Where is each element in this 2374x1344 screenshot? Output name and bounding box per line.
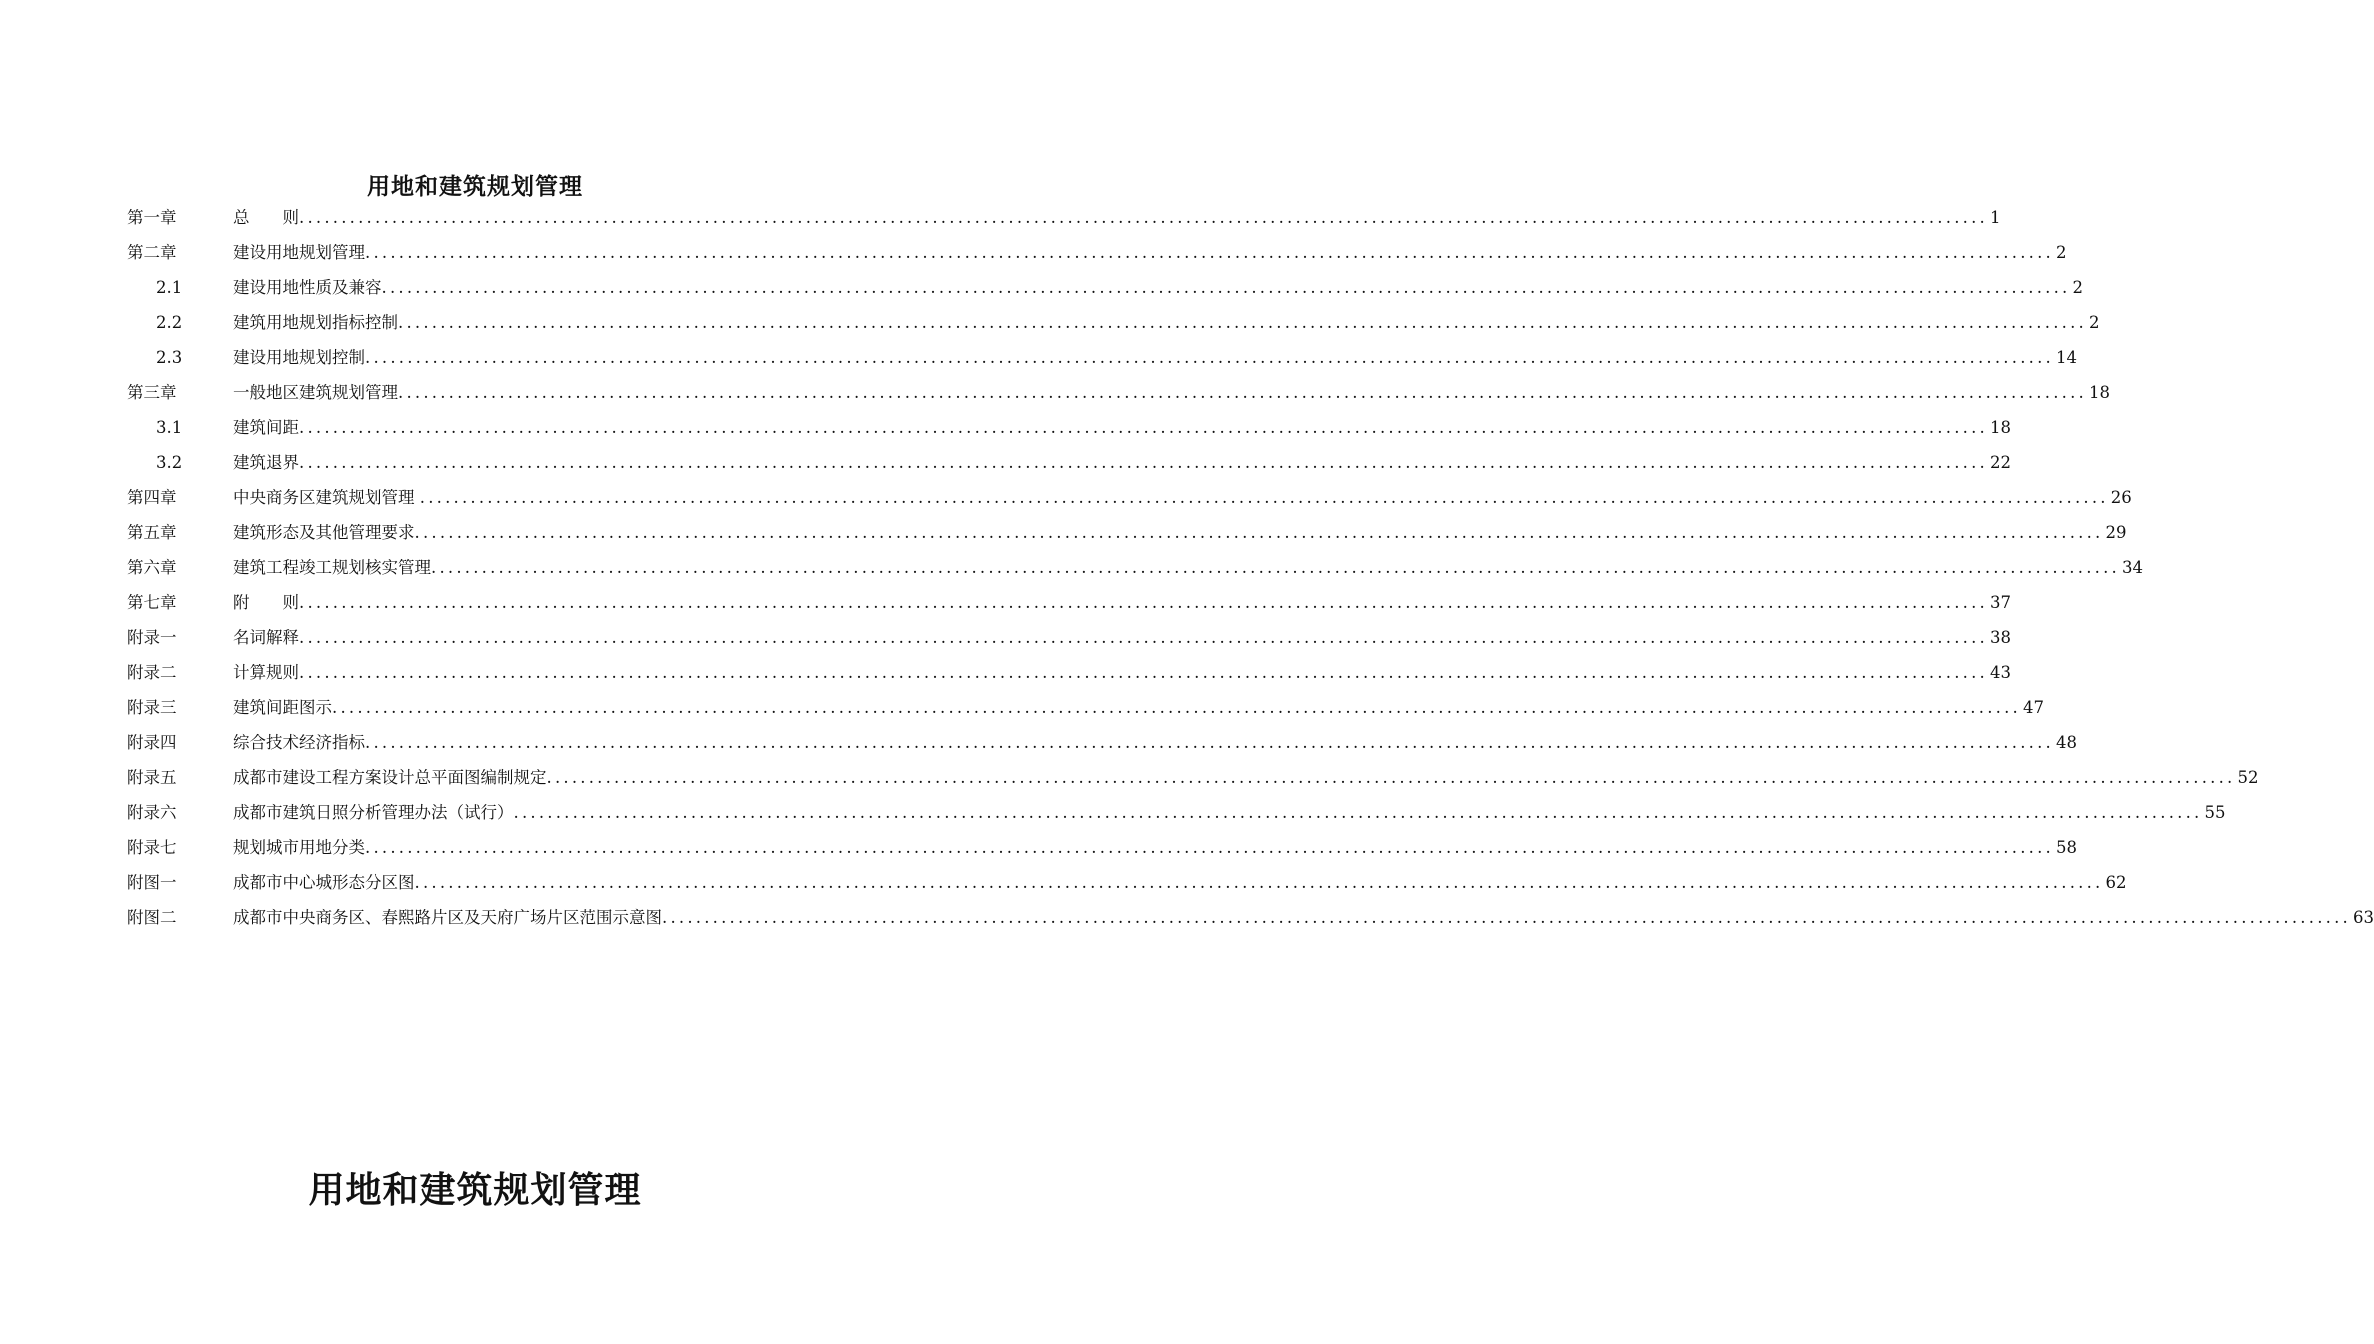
toc-entry-line [233, 865, 2127, 900]
toc-entry-label: 附图二 [127, 908, 177, 927]
toc-entry-label: 3.2 [156, 453, 183, 472]
toc-entry[interactable] [0, 585, 2011, 620]
toc-entry-label: 附录七 [127, 838, 177, 857]
toc-entry-line [233, 725, 2077, 760]
toc-dot-leader: ........................................................................................................................................................................................................ [414, 523, 2104, 542]
toc-entry-label: 附录二 [127, 663, 177, 682]
toc-entry-page: 62 [2105, 873, 2127, 892]
toc-entry-page: 14 [2055, 348, 2077, 367]
toc-entry[interactable] [0, 410, 2011, 445]
toc-entry-title: 成都市中心城形态分区图 [233, 873, 415, 892]
toc-entry-line [233, 340, 2077, 375]
toc-dot-leader: ........................................................................................................................................................................................................ [299, 418, 1988, 437]
toc-entry-title: 建筑形态及其他管理要求 [233, 523, 415, 542]
toc-dot-leader: ........................................................................................................................................................................................................ [513, 803, 2203, 822]
toc-entry-title: 计算规则 [233, 663, 299, 682]
toc-entry-page: 55 [2204, 803, 2226, 822]
toc-entry-page: 52 [2237, 768, 2259, 787]
toc-entry-line [233, 760, 2259, 795]
toc-entry-label: 第三章 [127, 383, 177, 402]
toc-entry-page: 2 [2088, 313, 2100, 332]
toc-entry-line [233, 690, 2044, 725]
toc-entry[interactable] [0, 270, 2083, 305]
toc-entry-title: 成都市建设工程方案设计总平面图编制规定 [233, 768, 547, 787]
toc-entry-line [233, 830, 2077, 865]
toc-dot-leader: ........................................................................................................................................................................................................ [299, 628, 1988, 647]
toc-entry-title: 总 则 [233, 208, 299, 227]
toc-entry-page: 38 [1989, 628, 2011, 647]
toc-dot-leader: ........................................................................................................................................................................................................ [398, 383, 2087, 402]
toc-entry-label: 第七章 [127, 593, 177, 612]
toc-entry[interactable] [0, 200, 2001, 235]
toc-entry-page: 63 [2352, 908, 2374, 927]
toc-entry-page: 58 [2055, 838, 2077, 857]
toc-entry[interactable] [0, 830, 2077, 865]
toc-entry-page: 37 [1989, 593, 2011, 612]
toc-entry[interactable] [0, 480, 2132, 515]
toc-entry-title: 建筑用地规划指标控制 [233, 313, 398, 332]
toc-dot-leader: ........................................................................................................................................................................................................ [365, 243, 2054, 262]
toc-dot-leader: ........................................................................................................................................................................................................ [419, 488, 2109, 507]
toc-dot-leader: ........................................................................................................................................................................................................ [662, 908, 2351, 927]
toc-entry-line [233, 655, 2011, 690]
toc-dot-leader: ........................................................................................................................................................................................................ [299, 593, 1988, 612]
toc-dot-leader: ........................................................................................................................................................................................................ [431, 558, 2120, 577]
toc-dot-leader: ........................................................................................................................................................................................................ [365, 733, 2054, 752]
toc-entry-label: 3.1 [156, 418, 183, 437]
toc-entry-title: 一般地区建筑规划管理 [233, 383, 398, 402]
toc-entry-line [233, 480, 2132, 515]
toc-entry-line [233, 410, 2011, 445]
toc-entry-label: 第二章 [127, 243, 177, 262]
toc-entry-title: 建筑退界 [233, 453, 299, 472]
toc-entry[interactable] [0, 375, 2110, 410]
toc-entry-label: 附录六 [127, 803, 177, 822]
toc-entry-label: 第五章 [127, 523, 177, 542]
toc-entry-line [233, 305, 2100, 340]
toc-dot-leader: ........................................................................................................................................................................................................ [365, 348, 2054, 367]
toc-entry-page: 47 [2022, 698, 2044, 717]
toc-entry[interactable] [0, 900, 2374, 935]
toc-entry-page: 2 [2072, 278, 2083, 297]
toc-entry-title: 建筑间距图示 [233, 698, 332, 717]
toc-entry-line [233, 200, 2001, 235]
toc-entry-label: 2.2 [156, 313, 183, 332]
toc-entry[interactable] [0, 725, 2077, 760]
toc-entry-page: 2 [2055, 243, 2067, 262]
toc-entry-page: 29 [2105, 523, 2127, 542]
toc-entry[interactable] [0, 865, 2127, 900]
toc-entry-label: 第四章 [127, 488, 177, 507]
document-title: 用地和建筑规划管理 [308, 1170, 642, 1211]
toc-entry-title: 成都市建筑日照分析管理办法（试行） [233, 803, 514, 822]
toc-entry-line [233, 585, 2011, 620]
toc-dot-leader: ........................................................................................................................................................................................................ [381, 278, 2071, 297]
toc-entry[interactable] [0, 795, 2226, 830]
toc-entry-page: 18 [1989, 418, 2011, 437]
toc-entry[interactable] [0, 760, 2259, 795]
toc-dot-leader: ........................................................................................................................................................................................................ [299, 663, 1988, 682]
toc-entry-page: 1 [1989, 208, 2001, 227]
toc-title: 用地和建筑规划管理 [367, 174, 583, 200]
toc-entry[interactable] [0, 690, 2044, 725]
toc-entry-page: 48 [2055, 733, 2077, 752]
toc-dot-leader: ........................................................................................................................................................................................................ [414, 873, 2104, 892]
toc-entry-title: 附 则 [233, 593, 299, 612]
toc-entry[interactable] [0, 515, 2127, 550]
toc-entry-line [233, 900, 2374, 935]
toc-entry-label: 2.3 [156, 348, 183, 367]
toc-entry[interactable] [0, 550, 2143, 585]
toc-entry-page: 26 [2110, 488, 2132, 507]
toc-dot-leader: ........................................................................................................................................................................................................ [546, 768, 2236, 787]
toc-entry-line [233, 550, 2143, 585]
toc-entry-title: 建设用地性质及兼容 [233, 278, 382, 297]
toc-entry-title: 中央商务区建筑规划管理 [233, 488, 420, 507]
toc-entry-page: 18 [2088, 383, 2110, 402]
toc-entry-label: 附录四 [127, 733, 177, 752]
toc-entry-line [233, 620, 2011, 655]
toc-entry-label: 附录三 [127, 698, 177, 717]
toc-entry-title: 建筑间距 [233, 418, 299, 437]
toc-entry-title: 建筑工程竣工规划核实管理 [233, 558, 431, 577]
toc-entry-title: 规划城市用地分类 [233, 838, 365, 857]
toc-entry-label: 2.1 [156, 278, 183, 297]
toc-dot-leader: ........................................................................................................................................................................................................ [398, 313, 2087, 332]
toc-entry-title: 名词解释 [233, 628, 299, 647]
toc-entry-title: 建设用地规划控制 [233, 348, 365, 367]
toc-entry-line [233, 235, 2067, 270]
toc-entry[interactable] [0, 305, 2100, 340]
toc-entry-label: 附图一 [127, 873, 177, 892]
toc-entry-line [233, 795, 2226, 830]
toc-dot-leader: ........................................................................................................................................................................................................ [299, 208, 1988, 227]
toc-entry-label: 第一章 [127, 208, 177, 227]
toc-entry[interactable] [0, 445, 2011, 480]
toc-dot-leader: ........................................................................................................................................................................................................ [299, 453, 1988, 472]
toc-entry-label: 第六章 [127, 558, 177, 577]
toc-entry[interactable] [0, 655, 2011, 690]
toc-entry-title: 建设用地规划管理 [233, 243, 365, 262]
toc-entry-line [233, 515, 2127, 550]
toc-entry[interactable] [0, 235, 2067, 270]
toc-entry-title: 成都市中央商务区、春熙路片区及天府广场片区范围示意图 [233, 908, 662, 927]
toc-entry-line [233, 445, 2011, 480]
toc-entry[interactable] [0, 620, 2011, 655]
toc-entry-label: 附录一 [127, 628, 177, 647]
toc-entry-line [233, 375, 2110, 410]
toc-entry[interactable] [0, 340, 2077, 375]
toc-entry-page: 43 [1989, 663, 2011, 682]
toc-entry-page: 22 [1989, 453, 2011, 472]
toc-dot-leader: ........................................................................................................................................................................................................ [365, 838, 2054, 857]
toc-dot-leader: ........................................................................................................................................................................................................ [332, 698, 2021, 717]
toc-entry-page: 34 [2121, 558, 2143, 577]
toc-entry-label: 附录五 [127, 768, 177, 787]
toc-entry-line [233, 270, 2083, 305]
toc-entry-title: 综合技术经济指标 [233, 733, 365, 752]
